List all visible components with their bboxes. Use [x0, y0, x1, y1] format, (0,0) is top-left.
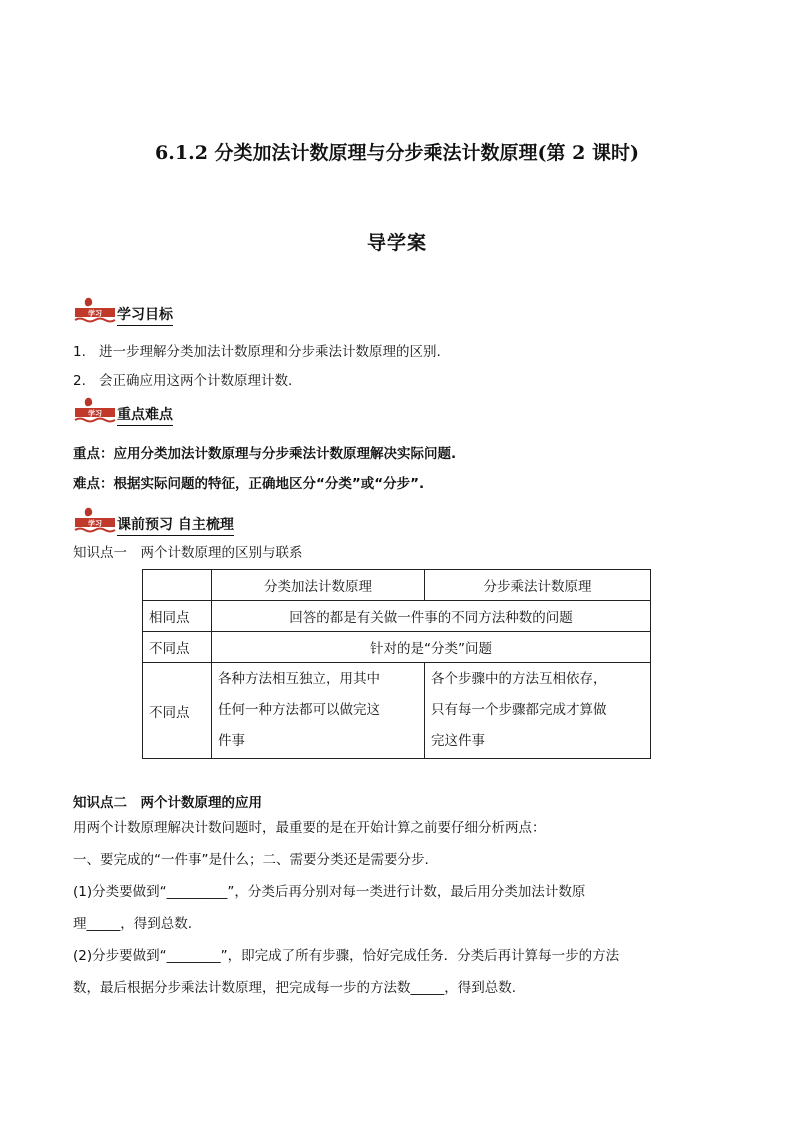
paragraph-line: 理_____，得到总数.: [73, 916, 193, 932]
table-row: [143, 570, 651, 601]
kp2-paragraph: [73, 812, 723, 1004]
document-subtitle: 导学案: [366, 232, 427, 254]
list-item: 1. 进一步理解分类加法计数原理和分步乘法计数原理的区别.: [73, 344, 441, 360]
paragraph-line: (1)分类要做到“_________”，分类后再分别对每一类进行计数，最后用分类加法计数原: [73, 884, 586, 900]
table-row-label: 不同点: [143, 663, 212, 759]
table-cell: 针对的是“分类”问题: [212, 632, 651, 663]
section-badge-text: 学习: [88, 409, 102, 418]
table-header-cell: 分类加法计数原理: [212, 570, 425, 601]
table-row-label: 相同点: [143, 601, 212, 632]
paragraph-line: (2)分步要做到“________”，即完成了所有步骤，恰好完成任务．分类后再计算每一步的方法: [73, 948, 620, 964]
table-cell: 回答的都是有关做一件事的不同方法种数的问题: [212, 601, 651, 632]
document-title: 6.1.2 分类加法计数原理与分步乘法计数原理(第 2 课时): [155, 142, 639, 164]
table-cell: 各种方法相互独立，用其中 任何一种方法都可以做完这 件事: [212, 663, 425, 759]
knowledge-point-title: 知识点一 两个计数原理的区别与联系: [73, 545, 303, 561]
section-badge-text: 学习: [88, 309, 102, 318]
difficult-point-text: 难点：根据实际问题的特征，正确地区分“分类”或“分步”.: [73, 476, 425, 492]
paragraph-line: 一、要完成的“一件事”是什么；二、需要分类还是需要分步.: [73, 852, 429, 868]
section-badge-text: 学习: [88, 519, 102, 528]
table-row: [143, 632, 651, 663]
key-point-text: 重点：应用分类加法计数原理与分步乘法计数原理解决实际问题.: [73, 446, 457, 462]
table-cell: 各个步骤中的方法互相依存， 只有每一个步骤都完成才算做 完这件事: [425, 663, 651, 759]
section-badge-icon: [73, 396, 117, 426]
table-row: [143, 601, 651, 632]
list-item: 2. 会正确应用这两个计数原理计数.: [73, 373, 293, 389]
table-header-cell: 分步乘法计数原理: [425, 570, 651, 601]
section-badge-icon: [73, 296, 117, 326]
section-heading: 学习目标: [117, 304, 173, 326]
section-heading: 课前预习 自主梳理: [117, 514, 234, 536]
paragraph-line: 用两个计数原理解决计数问题时，最重要的是在开始计算之前要仔细分析两点：: [73, 820, 546, 836]
knowledge-point-title: 知识点二 两个计数原理的应用: [73, 795, 262, 811]
paragraph-line: 数，最后根据分步乘法计数原理，把完成每一步的方法数_____，得到总数.: [73, 980, 517, 996]
table-row-label: 不同点: [143, 632, 212, 663]
section-heading: 重点难点: [117, 404, 173, 426]
table-cell: [143, 570, 212, 601]
table-row: [143, 663, 651, 759]
comparison-table: [142, 569, 651, 759]
section-badge-icon: [73, 506, 117, 536]
